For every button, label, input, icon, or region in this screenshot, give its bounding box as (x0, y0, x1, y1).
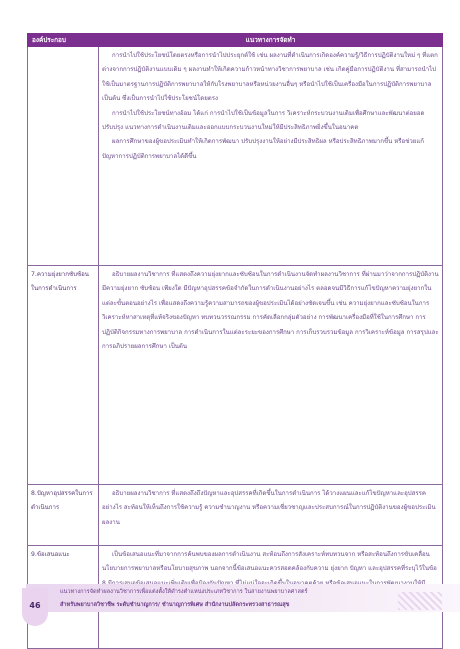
header-component: องค์ประกอบ (28, 34, 99, 47)
row-topic: 8.ปัญหาอุปสรรคในการดำเนินการ (28, 485, 99, 546)
row-paragraph: ผลการศึกษาของผู้ขอประเมินทำให้เกิดการพัฒนา ปรับปรุงงานให้อย่างมีประสิทธิผล หรือประสิทธิภาพมากขึ้น หรือช่วยแก้ปัญหาการปฏิบัติการพยาบาลได้ดีขึ้น (102, 138, 424, 160)
row-paragraph: การนำไปใช้ประโยชน์โดยตรงหรือการนำไปประยุกต์ใช้ เช่น ผลงานที่ดำเนินการเกิดองค์ความรู้/วิธีการปฏิบัติงานใหม่ ๆ ที่แตกต่างจากการปฏิบัติงานแบบเดิม ๆ ผลงานทำให้เกิดความก้าวหน้าทางวิชาการพยาบาล เช่น เกิดคู่มือการปฏิบัติงาน ที่สามารถนำไปใช้เป็นมาตรฐานการปฏิบัติการพยาบาลให้กับโรงพยาบาลหรือหน่วยงานอื่นๆ หรือนำไปใช้เป็นเครื่องมือในการปฏิบัติการพยาบาล เป็นต้น ซึ่งเป็นการนำไปใช้ประโยชน์โดยตรง (102, 52, 438, 103)
row-paragraph: อธิบายผลงานวิชาการ ที่แสดงถึงความยุ่งยากและซับซ้อนในการดำเนินงานจัดทำผลงานวิชาการ ที่ผ่านมาว่าจากการปฏิบัติงานมีความยุ่งยาก ซับซ้อน เพียงใด มีปัญหาอุปสรรคข้อจำกัดในการดำเนินงานอย่างไร ตลอดจนมีวิธีการแก้ไขปัญหาความยุ่งยากในแต่ละขั้นตอนอย่างไร เพื่อแสดงถึงความรู้ความสามารถของผู้ขอประเมินได้อย่างชัดเจนขึ้น เช่น ความยุ่งยากและซับซ้อนในการวิเคราะห์หาสาเหตุที่แท้จริงของปัญหา ทบทวนวรรณกรรม การคัดเลือกกลุ่มตัวอย่าง การพัฒนาเครื่องมือที่ใช้ในการศึกษา การปฏิบัติกิจกรรมทางการพยาบาล การดำเนินการในแต่ละระยะของการศึกษา การเก็บรวบรวมข้อมูล การวิเคราะห์ข้อมูล การสรุปและการอภิปรายผลการศึกษา เป็นต้น (102, 271, 439, 351)
row-body (99, 266, 443, 485)
row-body (99, 485, 443, 546)
table-row (28, 266, 443, 485)
header-guideline: แนวทางการจัดทำ (99, 34, 443, 47)
table-header-row (28, 34, 443, 47)
row-topic: 9.ข้อเสนอแนะ (28, 546, 99, 649)
footer-subtitle: สำหรับพยาบาลวิชาชีพ ระดับชำนาญการ/ ชำนาญการพิเศษ สำนักงานปลัดกระทรวงสาธารณสุข (60, 602, 290, 608)
row-paragraph: เป็นข้อเสนอแนะที่มาจากการค้นพบของผลการดำเนินงาน สะท้อนถึงการสังเคราะห์ทบทวนจาก หรือสะท้อนถึงการขับเคลื่อนนโยบายการพยาบาลหรือนโยบายสุขภาพ นอกจากนี้ข้อเสนอแนะควรสอดคล้องกับความ ยุ่งยาก ปัญหา และอุปสรรคที่ระบุไว้ในข้อ (102, 551, 437, 573)
page-number: 46 (29, 601, 41, 610)
row-topic: 7.ความยุ่งยากซับซ้อนในการดำเนินการ (28, 266, 99, 485)
table-row (28, 47, 443, 266)
criteria-table (27, 33, 443, 649)
row-paragraph: การนำไปใช้ประโยชน์ทางอ้อม ได้แก่ การนำไปใช้เป็นข้อมูลในการ วิเคราะห์กระบวนงานเดิมเพื่อศึกษาและพัฒนาต่อยอด ปรับปรุง แนวทางการดำเนินงานเดิมและออกแบบกระบวนงานใหม่ให้มีประสิทธิภาพยิ่งขึ้นในอนาคต (102, 109, 425, 132)
row-body (99, 47, 443, 266)
row-topic (28, 47, 99, 266)
table-row (28, 485, 443, 546)
footer-title: แนวทางการจัดทำผลงานวิชาการเพื่อแต่งตั้งให้ดำรงตำแหน่งประเภทวิชาการ ในสายงานพยาบาลศาสตร์ (60, 589, 308, 595)
row-paragraph: อธิบายผลงานวิชาการ ที่แสดงถึงถึงปัญหาและอุปสรรคที่เกิดขึ้นในการดำเนินการ ได้วางแผนและแก้ไขปัญหาและอุปสรรคอย่างไร สะท้อนให้เห็นถึงการใช้ความรู้ ความชำนาญงาน หรือความเชี่ยวชาญและประสบการณ์ในการปฏิบัติงานของผู้ขอประเมินผลงาน (102, 490, 436, 526)
